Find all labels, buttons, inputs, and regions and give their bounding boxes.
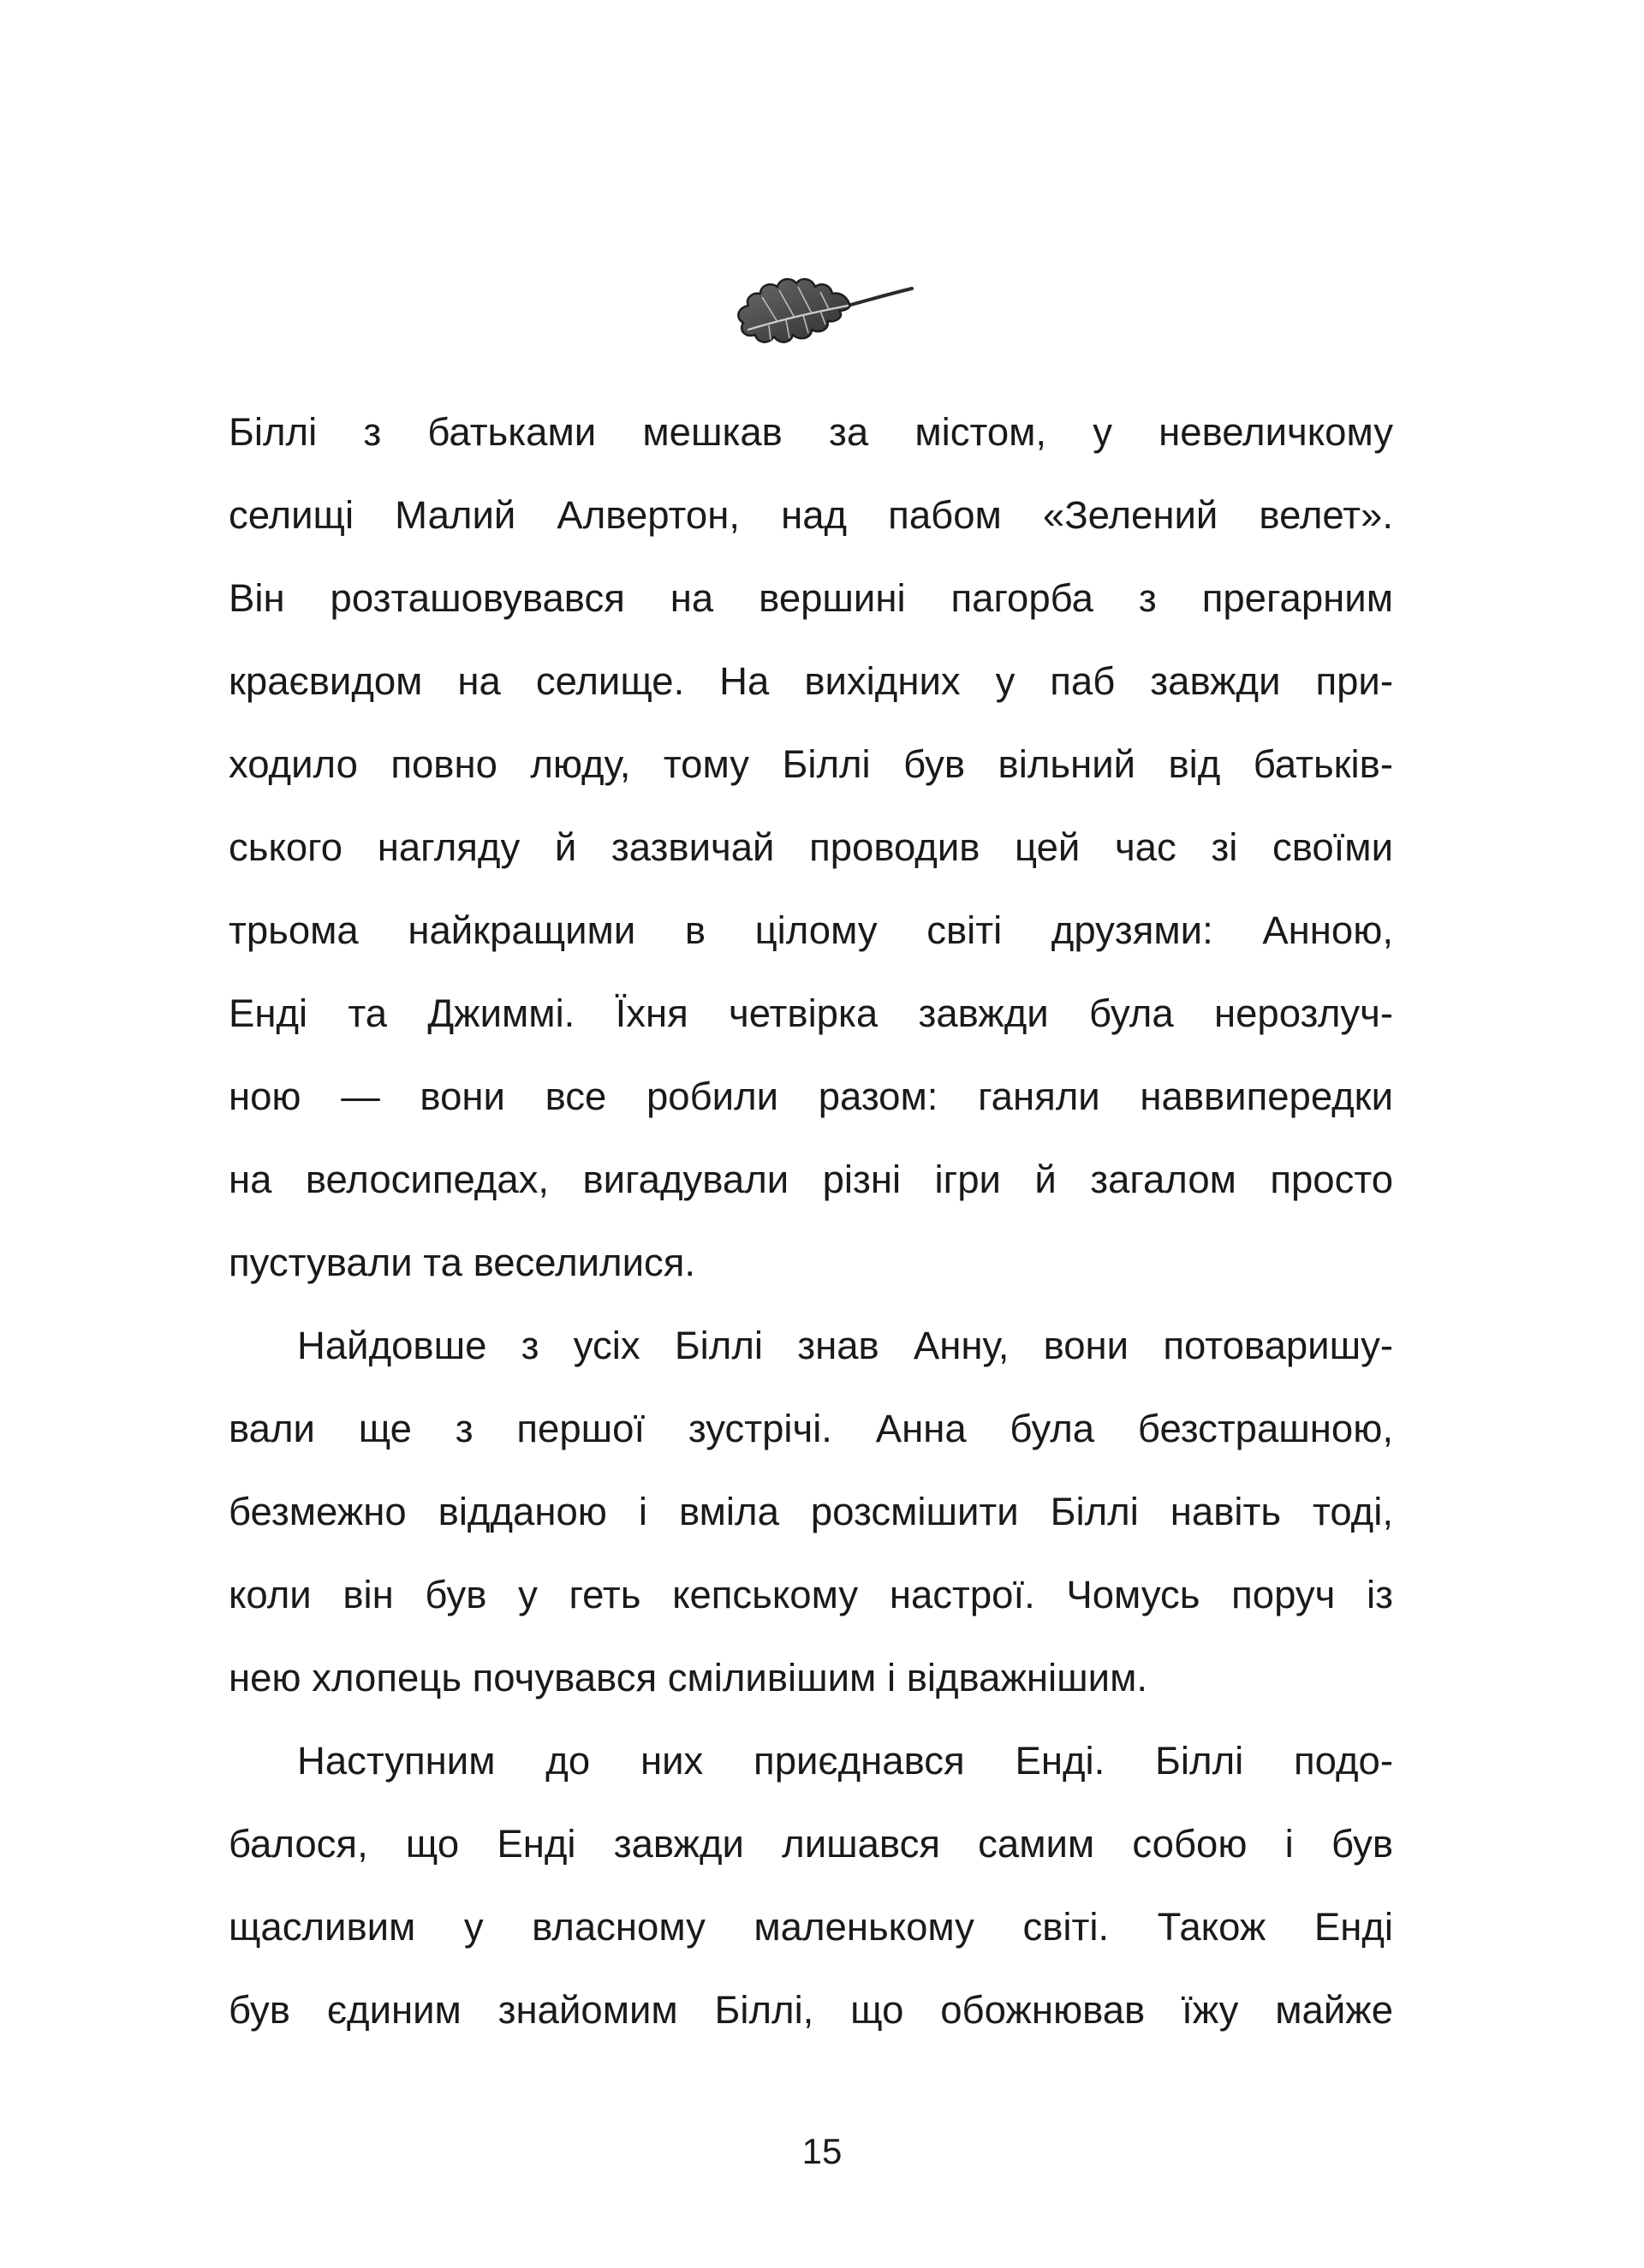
text-line: нею хлопець почувався сміливішим і відважнішим.: [229, 1656, 1148, 1700]
text-line: Біллі з батьками мешкав за містом, у невеличкому: [229, 410, 1393, 454]
text-line: трьома найкращими в цілому світі друзями: Анною,: [229, 908, 1393, 952]
text-line: коли він був у геть кепському настрої. Чомусь поруч із: [229, 1573, 1393, 1616]
text-line: пустували та веселилися.: [229, 1241, 696, 1284]
paragraph: [229, 1719, 1393, 2051]
text-line: Наступним до них приєднався Енді. Біллі подо-: [297, 1739, 1393, 1783]
text-line: безмежно відданою і вміла розсмішити Біллі навіть тоді,: [229, 1490, 1393, 1533]
text-line: щасливим у власному маленькому світі. Також Енді: [229, 1905, 1393, 1949]
text-line: був єдиним знайомим Біллі, що обожнював їжу майже: [229, 1988, 1393, 2032]
text-line: балося, що Енді завжди лишався самим собою і був: [229, 1822, 1393, 1866]
oak-leaf-icon: [719, 253, 925, 364]
paragraph: [229, 1304, 1393, 1719]
text-line: Він розташовувався на вершині пагорба з прегарним: [229, 576, 1393, 620]
text-line: селищі Малий Алвертон, над пабом «Зелений велет».: [229, 493, 1393, 537]
text-line: ною — вони все робили разом: ганяли наввипередки: [229, 1074, 1393, 1118]
text-line: Енді та Джиммі. Їхня четвірка завжди була нерозлуч-: [229, 991, 1393, 1035]
text-line: на велосипедах, вигадували різні ігри й загалом просто: [229, 1158, 1393, 1201]
body-text: [229, 390, 1393, 2051]
paragraph: [229, 390, 1393, 1304]
text-line: ходило повно люду, тому Біллі був вільний від батьків-: [229, 742, 1393, 786]
text-line: вали ще з першої зустрічі. Анна була безстрашною,: [229, 1407, 1393, 1450]
text-line: Найдовше з усіх Біллі знав Анну, вони потоваришу-: [297, 1324, 1393, 1367]
page-number: 15: [801, 2131, 843, 2171]
text-line: ського нагляду й зазвичай проводив цей час зі своїми: [229, 825, 1393, 869]
text-line: краєвидом на селище. На вихідних у паб завжди при-: [229, 659, 1393, 703]
